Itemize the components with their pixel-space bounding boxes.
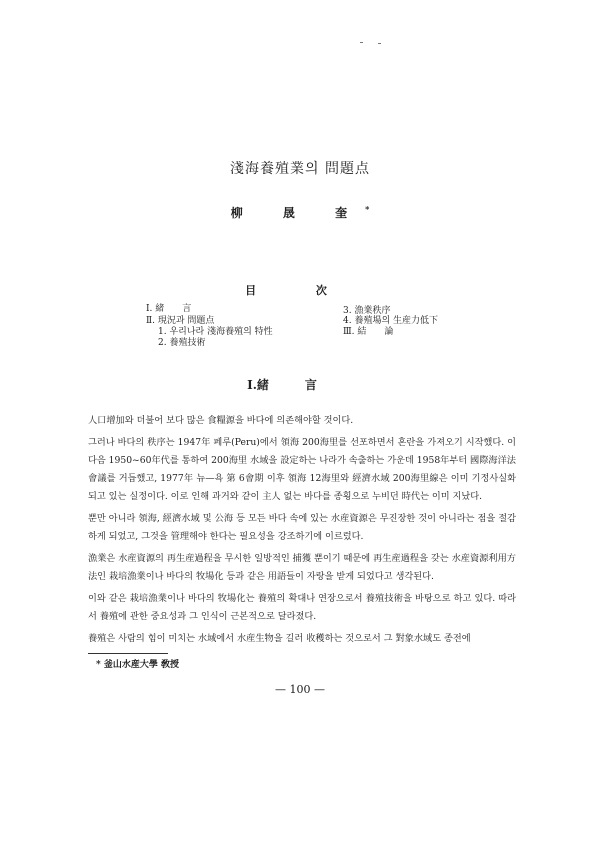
scan-speck xyxy=(378,43,381,44)
scan-speck xyxy=(360,42,363,43)
footnote: * 釜山水産大學 敎授 xyxy=(96,660,179,670)
toc-left-item-2: Ⅱ. 現況과 問題点 xyxy=(146,316,215,326)
toc-heading: 目 次 xyxy=(245,284,355,297)
toc-left-item-4: 2. 養殖技術 xyxy=(158,338,206,348)
author-name: 柳 晟 奎 xyxy=(230,206,366,220)
author-footnote-mark: * xyxy=(365,204,370,214)
toc-left-item-1: Ⅰ. 緒 言 xyxy=(146,304,192,314)
section-number: Ⅰ. xyxy=(247,378,257,392)
section-heading xyxy=(0,376,600,393)
author-line xyxy=(0,204,600,221)
body-text xyxy=(88,412,516,652)
toc-right-item-3: Ⅲ. 結 論 xyxy=(343,327,394,337)
toc-left-item-3: 1. 우리나라 淺海養殖의 特性 xyxy=(158,327,273,337)
paragraph-2: 그러나 바다의 秩序는 1947年 페루(Peru)에서 領海 200海里를 선포하면서 혼란을 가져오기 시작했다. 이 다음 1950~60年代를 통하여 200海里 水域을 設定하는 나라가 속출하는 가운데 1958年부터 國際海洋法會議를 거듭했고, 1977年 뉴—욕 第 6會期 이후 領海 12海里와 經濟水域 200海里線은 이미 기정사실화 되고 있는 실정이다. 이로 인해 과거와 같이 主人 없는 바다를 종횡으로 누비던 時代는 이미 지났다. xyxy=(88,437,516,502)
page-number: — 100 — xyxy=(275,683,325,696)
toc-right-item-2: 4. 養殖場의 生産力低下 xyxy=(343,316,439,326)
section-title: 緒言 xyxy=(256,378,353,392)
paragraph-6: 養殖은 사람의 힘이 미치는 水域에서 水産生物을 길러 收穫하는 것으로서 그 對象水域도 종전에 xyxy=(88,633,471,644)
paragraph-4: 漁業은 水産資源의 再生産過程을 무시한 일방적인 捕獲 뿐이기 때문에 再生産過程을 갖는 水産資源利用方法인 栽培漁業이나 바다의 牧場化 등과 같은 用語들이 자랑을 받게 되었다고 생각된다. xyxy=(88,553,516,582)
footnote-divider xyxy=(88,653,168,654)
paragraph-1: 人口增加와 더불어 보다 많은 食糧源을 바다에 의존해야할 것이다. xyxy=(88,415,354,426)
toc-right-item-1: 3. 漁業秩序 xyxy=(343,306,391,316)
paragraph-3: 뿐만 아니라 領海, 經濟水域 및 公海 등 모든 바다 속에 있는 水産資源은 무진장한 것이 아니라는 점을 절감하게 되었고, 그것을 管理해야 한다는 필요성을 강조하기에 이르렀다. xyxy=(88,513,516,542)
paragraph-5: 이와 같은 栽培漁業이나 바다의 牧場化는 養殖의 확대나 연장으로서 養殖技術을 바탕으로 하고 있다. 따라서 養殖에 관한 중요성과 그 인식이 근본적으로 달라졌다. xyxy=(88,593,516,622)
paper-title: 淺海養殖業의 問題点 xyxy=(230,161,370,177)
